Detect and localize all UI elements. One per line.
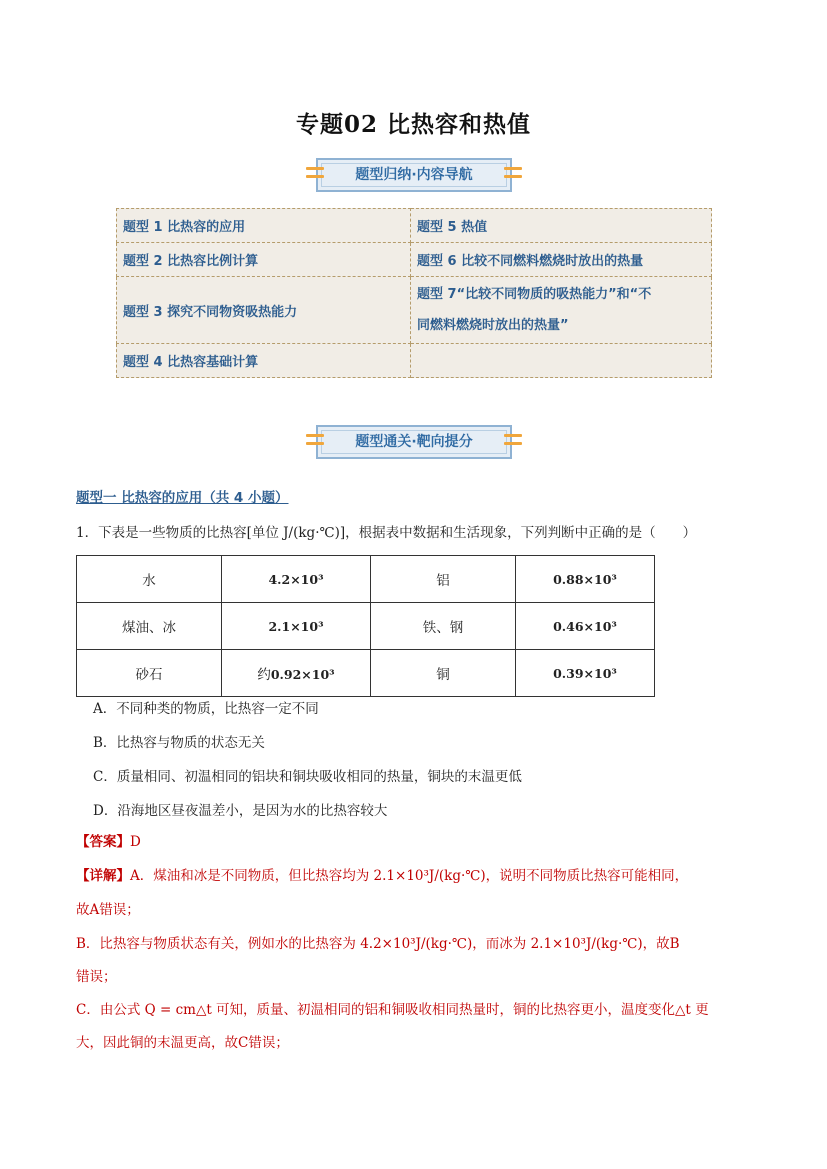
banner-right-decoration	[504, 434, 522, 450]
table-cell: 煤油、冰	[77, 603, 222, 650]
banner-left-decoration	[306, 167, 324, 183]
nav-item-topic-4: 题型 4 比热容基础计算	[117, 344, 411, 378]
answer-label: 【答案】	[76, 834, 130, 850]
detail-line: 大，因此铜的末温更高，故C错误；	[76, 1035, 289, 1051]
detail-text: A．煤油和冰是不同物质，但比热容均为 2.1×10³J/(kg·℃)，说明不同物质比热容可能相同，	[130, 868, 689, 884]
table-cell: 0.46×10³	[516, 603, 655, 650]
banner-text: 题型通关·靶向提分	[355, 434, 473, 450]
content-nav-banner	[306, 158, 522, 192]
nav-item-topic-7-line2: 同燃料燃烧时放出的热量”	[417, 318, 569, 333]
topic-navigation-table	[116, 208, 712, 378]
option-b: B．比热容与物质的状态无关	[93, 735, 265, 751]
option-c: C．质量相同、初温相同的铝块和铜块吸收相同的热量，铜块的末温更低	[93, 769, 522, 785]
table-value: 0.92×10³	[270, 667, 335, 682]
table-cell: 水	[77, 556, 222, 603]
detail-line: 故A错误；	[76, 902, 140, 918]
table-cell: 铁、钢	[371, 603, 516, 650]
nav-item-topic-1: 题型 1 比热容的应用	[117, 209, 411, 243]
nav-item-topic-6: 题型 6 比较不同燃料燃烧时放出的热量	[411, 243, 712, 277]
table-cell: 4.2×10³	[222, 556, 371, 603]
nav-item-topic-3: 题型 3 探究不同物资吸热能力	[117, 277, 411, 344]
detail-line: C．由公式 Q = cm△t 可知，质量、初温相同的铝和铜吸收相同热量时，铜的比热容更小，温度变化△t 更	[76, 1002, 709, 1018]
option-a: A．不同种类的物质，比热容一定不同	[93, 701, 319, 717]
banner-right-decoration	[504, 167, 522, 183]
detail-line: B．比热容与物质状态有关，例如水的比热容为 4.2×10³J/(kg·℃)，而冰为 2.1×10³J/(kg·℃)，故B	[76, 936, 680, 952]
section-title: 题型一 比热容的应用（共 4 小题）	[76, 490, 289, 506]
table-cell: 2.1×10³	[222, 603, 371, 650]
banner-text: 题型归纳·内容导航	[355, 167, 473, 183]
table-cell: 铜	[371, 650, 516, 697]
nav-item-topic-7-line1: 题型 7“比较不同物质的吸热能力”和“不	[417, 287, 652, 302]
answer-line	[76, 830, 141, 850]
specific-heat-table	[76, 555, 655, 697]
practice-banner	[306, 425, 522, 459]
nav-item-topic-5: 题型 5 热值	[411, 209, 712, 243]
nav-item-topic-2: 题型 2 比热容比例计算	[117, 243, 411, 277]
table-row	[77, 603, 655, 650]
detail-line: 错误；	[76, 969, 117, 985]
approx-prefix: 约	[257, 667, 271, 683]
banner-left-decoration	[306, 434, 324, 450]
option-d: D．沿海地区昼夜温差小，是因为水的比热容较大	[93, 803, 388, 819]
table-cell: 0.88×10³	[516, 556, 655, 603]
table-cell: 砂石	[77, 650, 222, 697]
nav-item-topic-7	[411, 277, 712, 344]
page-title: 专题02 比热容和热值	[295, 111, 531, 138]
answer-value: D	[130, 834, 141, 850]
question-1: 1．下表是一些物质的比热容[单位 J/(kg·℃)]，根据表中数据和生活现象，下列判断中正确的是（ ）	[76, 525, 697, 541]
nav-item-empty	[411, 344, 712, 378]
table-row	[77, 650, 655, 697]
table-cell: 铝	[371, 556, 516, 603]
table-cell: 0.39×10³	[516, 650, 655, 697]
table-row	[77, 556, 655, 603]
table-cell	[222, 650, 371, 697]
detail-line	[76, 864, 688, 884]
detail-label: 【详解】	[76, 868, 130, 884]
